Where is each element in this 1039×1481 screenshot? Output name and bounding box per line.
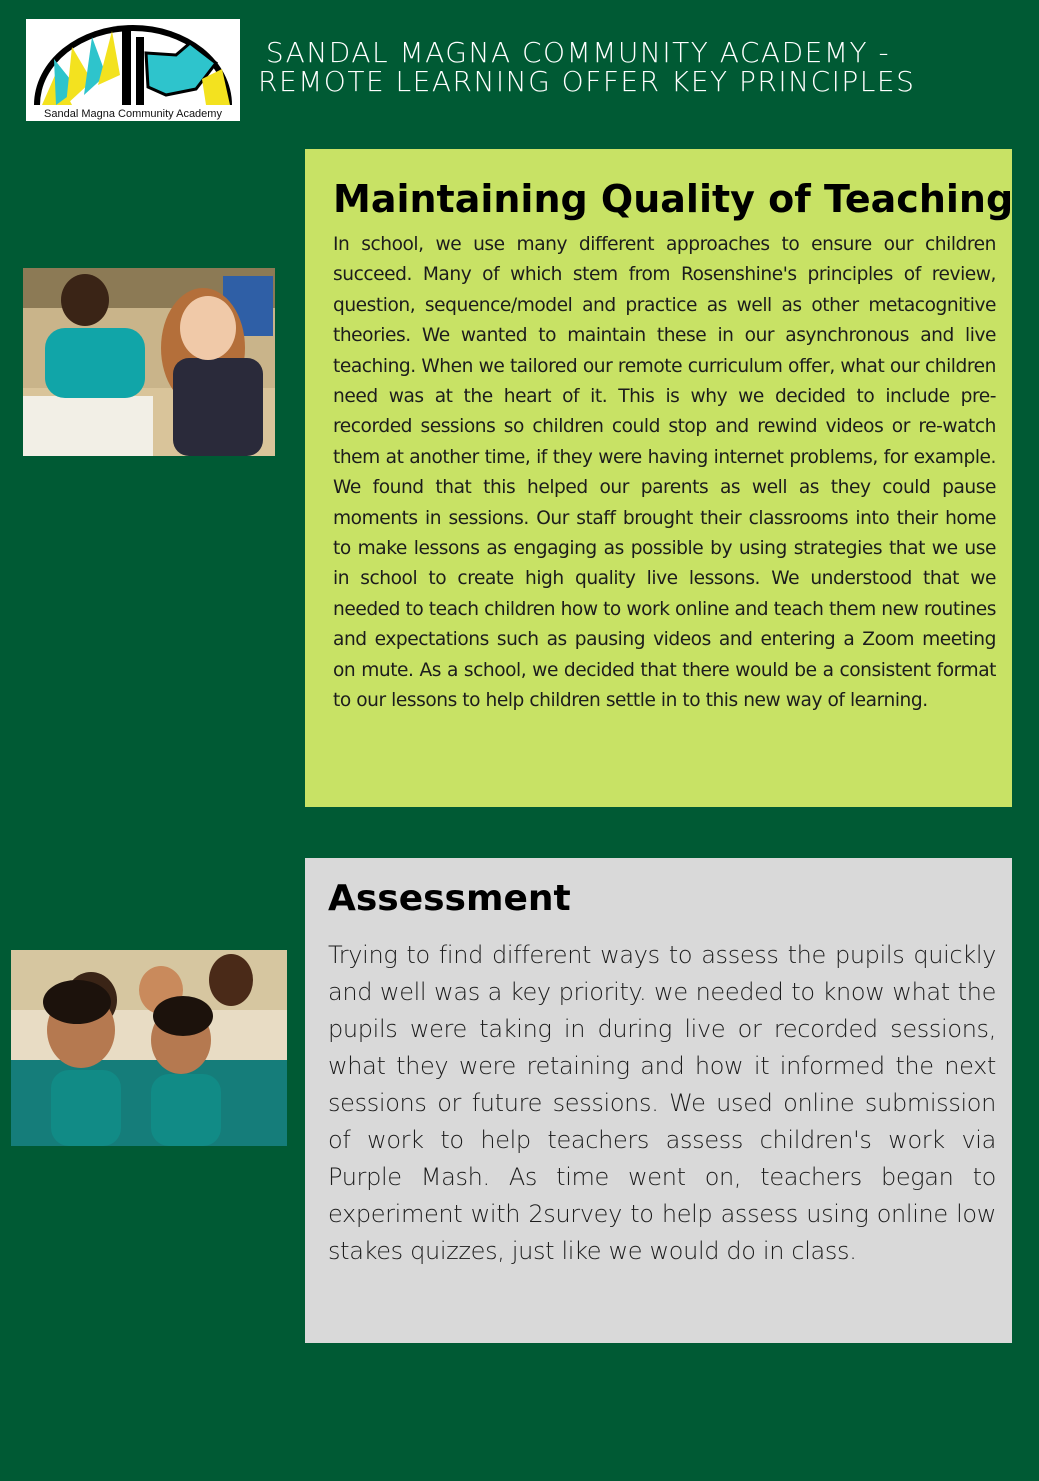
- school-logo: [26, 19, 240, 121]
- page-title-line-1: SANDAL MAGNA COMMUNITY ACADEMY -: [265, 36, 891, 69]
- assessment-heading: Assessment: [328, 878, 571, 919]
- pupils-photo: [11, 950, 287, 1146]
- classroom-photo: [23, 268, 275, 456]
- teaching-quality-card: [305, 149, 1012, 807]
- logo-sunburst-icon: [26, 19, 240, 121]
- assessment-body: Trying to find different ways to assess the pupils quickly and well was a key priority. we needed to know what the pupils were taking in during live or recorded sessions, what they were retaining and how it informed the next sessions or future sessions. We used online submission of work to help teachers assess children's work via Purple Mash. As time went on, teachers began to experiment with 2survey to help assess using online low stakes quizzes, just like we would do in class.: [328, 941, 996, 1265]
- page-title-line-2: REMOTE LEARNING OFFER KEY PRINCIPLES: [258, 65, 916, 98]
- teaching-quality-body: In school, we use many different approaches to ensure our children succeed. Many of which stem from Rosenshine's principles of review, question, sequence/model and practice as well as other metacognitive theories. We wanted to maintain these in our asynchronous and live teaching. When we tailored our remote curriculum offer, what our children need was at the heart of it. This is why we decided to include pre-recorded sessions so children could stop and rewind videos or re-watch them at another time, if they were having internet problems, for example. We found that this helped our parents as well as they could pause moments in sessions. Our staff brought their classrooms into their home to make lessons as engaging as possible by using strategies that we use in school to create high quality live lessons. We understood that we needed to teach children how to work online and teach them new routines and expectations such as pausing videos and entering a Zoom meeting on mute. As a school, we decided that there would be a consistent format to our lessons to help children settle in to this new way of learning.: [333, 234, 996, 712]
- page-title: [258, 36, 916, 98]
- logo-caption: Sandal Magna Community Academy: [44, 108, 222, 120]
- teaching-quality-heading: Maintaining Quality of Teaching: [333, 177, 1014, 221]
- assessment-card: [305, 858, 1012, 1343]
